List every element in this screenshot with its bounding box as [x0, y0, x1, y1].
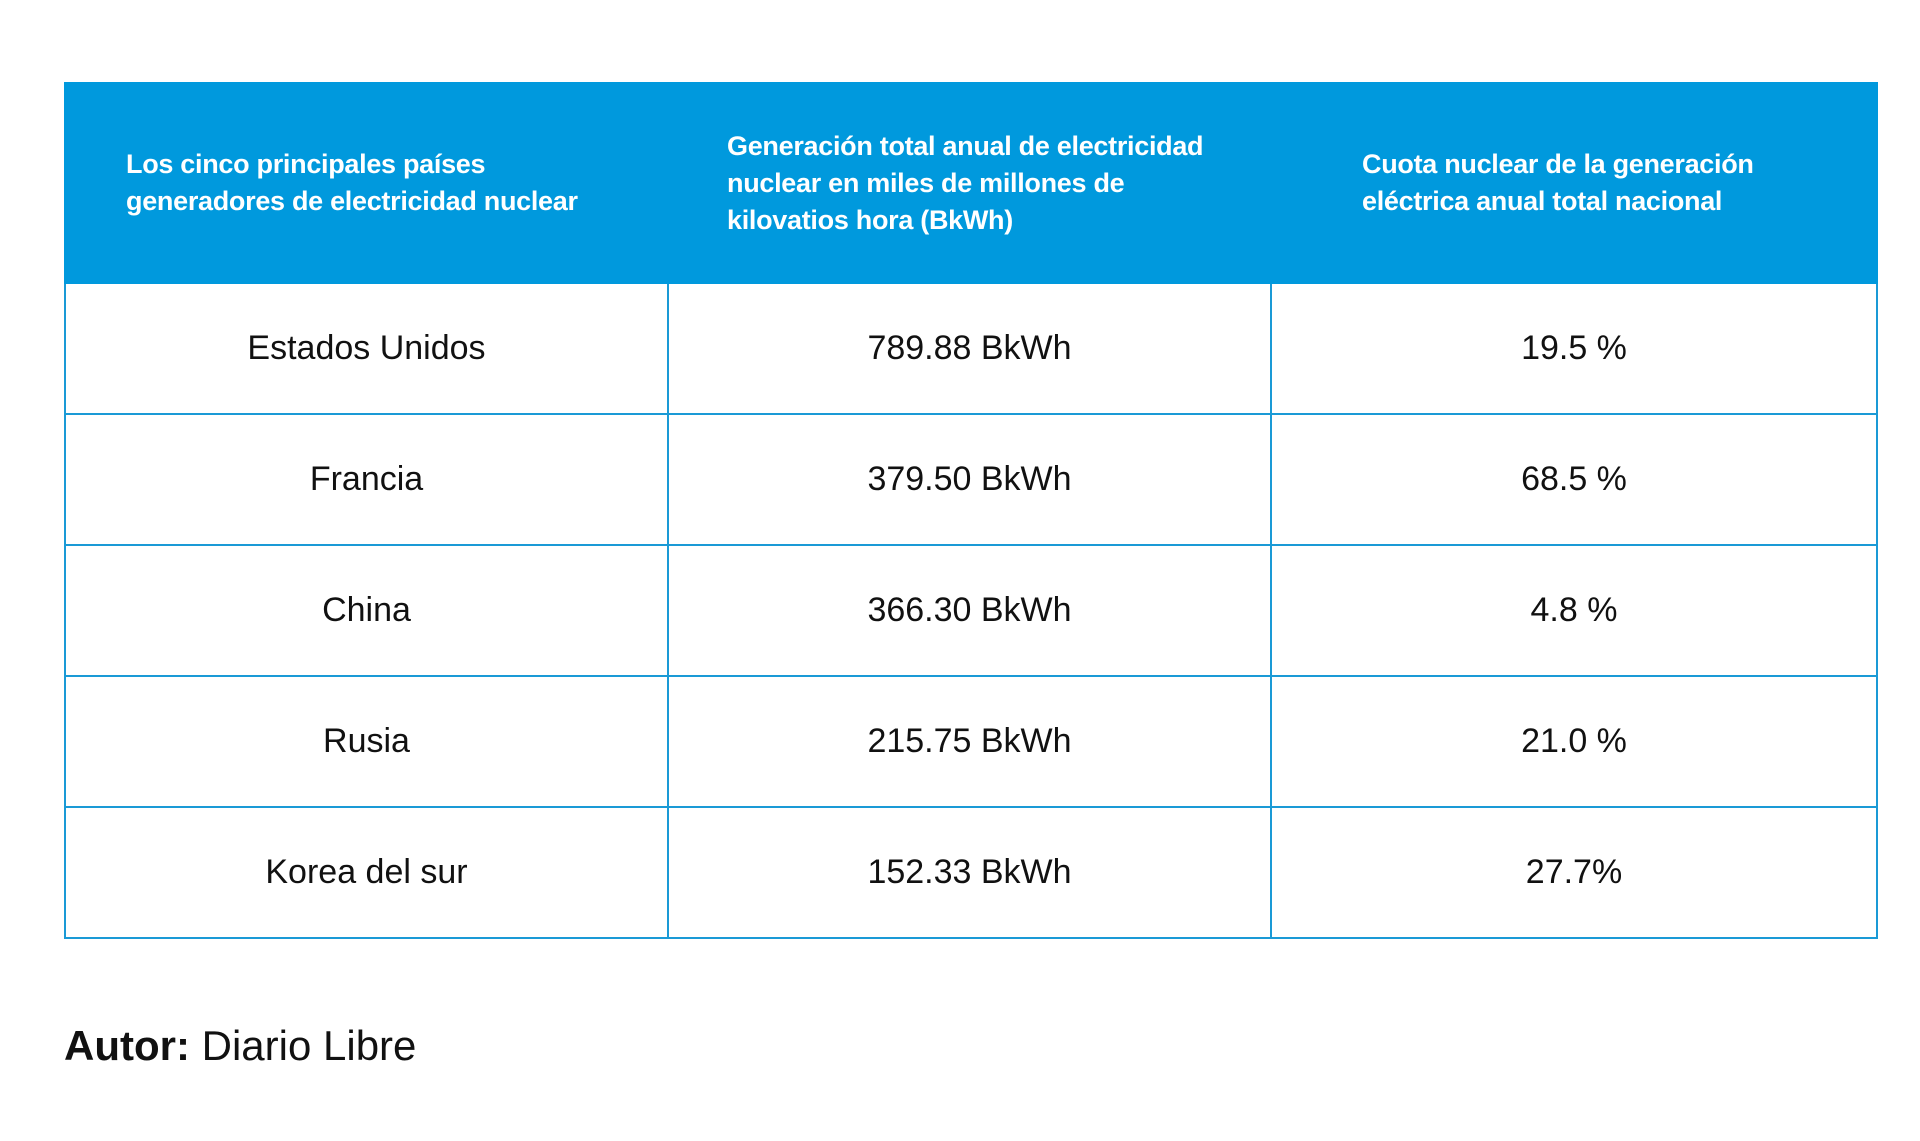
nuclear-table-container: [64, 82, 1876, 939]
table-row: [65, 414, 1877, 545]
header-row: [65, 83, 1877, 283]
cell-share: 4.8 %: [1271, 545, 1877, 676]
cell-generation: 215.75 BkWh: [668, 676, 1271, 807]
nuclear-generation-table: [64, 82, 1878, 939]
cell-share: 68.5 %: [1271, 414, 1877, 545]
cell-generation: 379.50 BkWh: [668, 414, 1271, 545]
cell-country: Rusia: [65, 676, 668, 807]
table-body: [65, 283, 1877, 938]
cell-generation: 366.30 BkWh: [668, 545, 1271, 676]
cell-generation: 152.33 BkWh: [668, 807, 1271, 938]
table-row: [65, 545, 1877, 676]
table-row: [65, 807, 1877, 938]
header-nuclear-share: Cuota nuclear de la generación eléctrica anual total nacional: [1271, 83, 1877, 283]
header-annual-generation: Generación total anual de electricidad nuclear en miles de millones de kilovatios hora (BkWh): [668, 83, 1271, 283]
table-header: [65, 83, 1877, 283]
table-row: [65, 676, 1877, 807]
table-row: [65, 283, 1877, 414]
author-name: Diario Libre: [201, 1022, 417, 1069]
cell-share: 27.7%: [1271, 807, 1877, 938]
author-credit: [64, 1022, 416, 1070]
cell-country: Estados Unidos: [65, 283, 668, 414]
cell-country: Francia: [65, 414, 668, 545]
cell-country: China: [65, 545, 668, 676]
cell-generation: 789.88 BkWh: [668, 283, 1271, 414]
author-label: Autor:: [64, 1022, 190, 1069]
header-countries: Los cinco principales países generadores de electricidad nuclear: [65, 83, 668, 283]
cell-share: 19.5 %: [1271, 283, 1877, 414]
cell-share: 21.0 %: [1271, 676, 1877, 807]
cell-country: Korea del sur: [65, 807, 668, 938]
